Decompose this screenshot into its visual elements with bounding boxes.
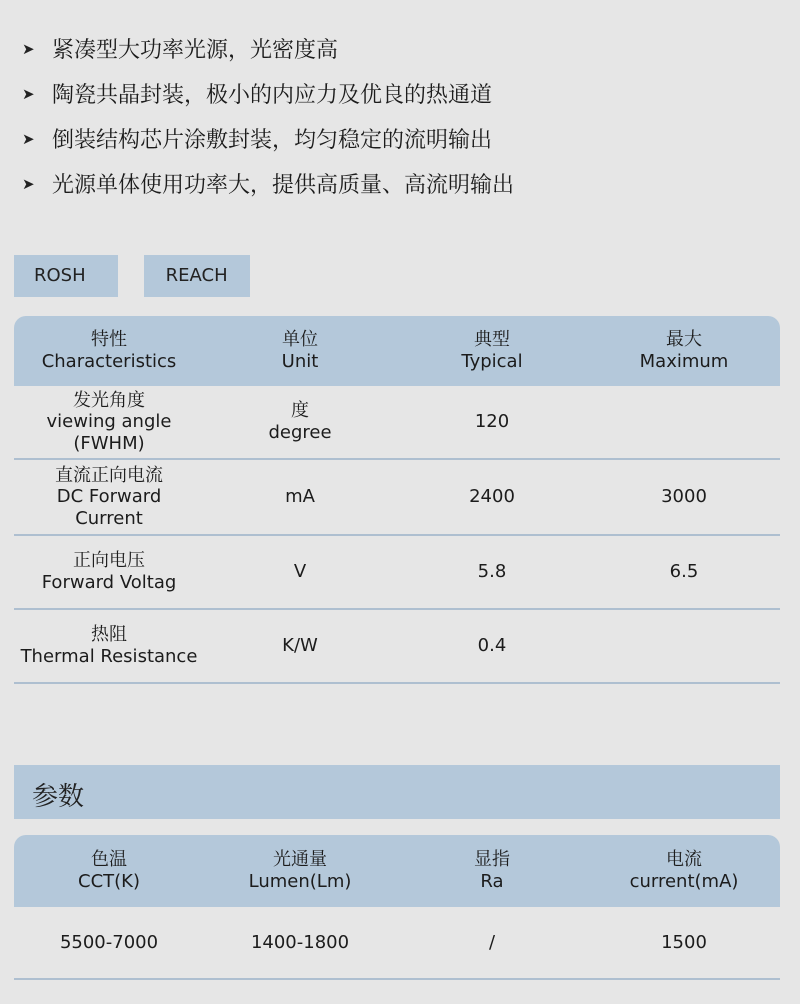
table-row (14, 459, 780, 535)
cell-unit: V (204, 535, 396, 609)
header-maximum: 最大 Maximum (588, 316, 780, 386)
characteristics-table (14, 316, 780, 684)
params-section-header (14, 765, 780, 819)
cell-characteristic: 热阻 Thermal Resistance (14, 609, 204, 683)
feature-list (22, 26, 514, 206)
arrow-bullet-icon: ➤ (22, 84, 35, 103)
feature-item (22, 26, 514, 71)
cell-typical: 5.8 (396, 535, 588, 609)
cert-badge-rosh: ROSH (14, 255, 118, 297)
feature-text: 陶瓷共晶封装，极小的内应力及优良的热通道 (52, 83, 493, 108)
cell-maximum: 6.5 (588, 535, 780, 609)
cell-characteristic: 直流正向电流 DC Forward Current (14, 459, 204, 535)
cert-badge-reach: REACH (144, 255, 250, 297)
cell-typical: 2400 (396, 459, 588, 535)
cell-unit: mA (204, 459, 396, 535)
cell-current: 1500 (588, 907, 780, 979)
cell-unit: 度 degree (204, 386, 396, 459)
cell-ra: / (396, 907, 588, 979)
header-ra: 显指 Ra (396, 835, 588, 907)
feature-item (22, 116, 514, 161)
arrow-bullet-icon: ➤ (22, 174, 35, 193)
cell-characteristic: 正向电压 Forward Voltag (14, 535, 204, 609)
header-typical: 典型 Typical (396, 316, 588, 386)
cell-cct: 5500-7000 (14, 907, 204, 979)
header-lumen: 光通量 Lumen(Lm) (204, 835, 396, 907)
cell-maximum (588, 609, 780, 683)
cell-unit: K/W (204, 609, 396, 683)
cell-maximum (588, 386, 780, 459)
arrow-bullet-icon: ➤ (22, 129, 35, 148)
feature-item (22, 161, 514, 206)
cell-characteristic: 发光角度 viewing angle (FWHM) (14, 386, 204, 459)
cell-lumen: 1400-1800 (204, 907, 396, 979)
header-unit: 单位 Unit (204, 316, 396, 386)
section-title: 参数 (32, 782, 85, 812)
header-cct: 色温 CCT(K) (14, 835, 204, 907)
table-row (14, 907, 780, 979)
cell-typical: 120 (396, 386, 588, 459)
params-table (14, 835, 780, 980)
cell-maximum: 3000 (588, 459, 780, 535)
feature-text: 光源单体使用功率大，提供高质量、高流明输出 (52, 173, 515, 198)
table-row (14, 609, 780, 683)
feature-text: 紧凑型大功率光源，光密度高 (52, 38, 339, 63)
header-characteristics: 特性 Characteristics (14, 316, 204, 386)
feature-text: 倒装结构芯片涂敷封装，均匀稳定的流明输出 (52, 128, 493, 153)
table-header-row (14, 835, 780, 907)
cell-typical: 0.4 (396, 609, 588, 683)
arrow-bullet-icon: ➤ (22, 39, 35, 58)
certification-badges (14, 255, 250, 297)
table-row (14, 386, 780, 459)
header-current: 电流 current(mA) (588, 835, 780, 907)
table-header-row (14, 316, 780, 386)
feature-item (22, 71, 514, 116)
table-row (14, 535, 780, 609)
